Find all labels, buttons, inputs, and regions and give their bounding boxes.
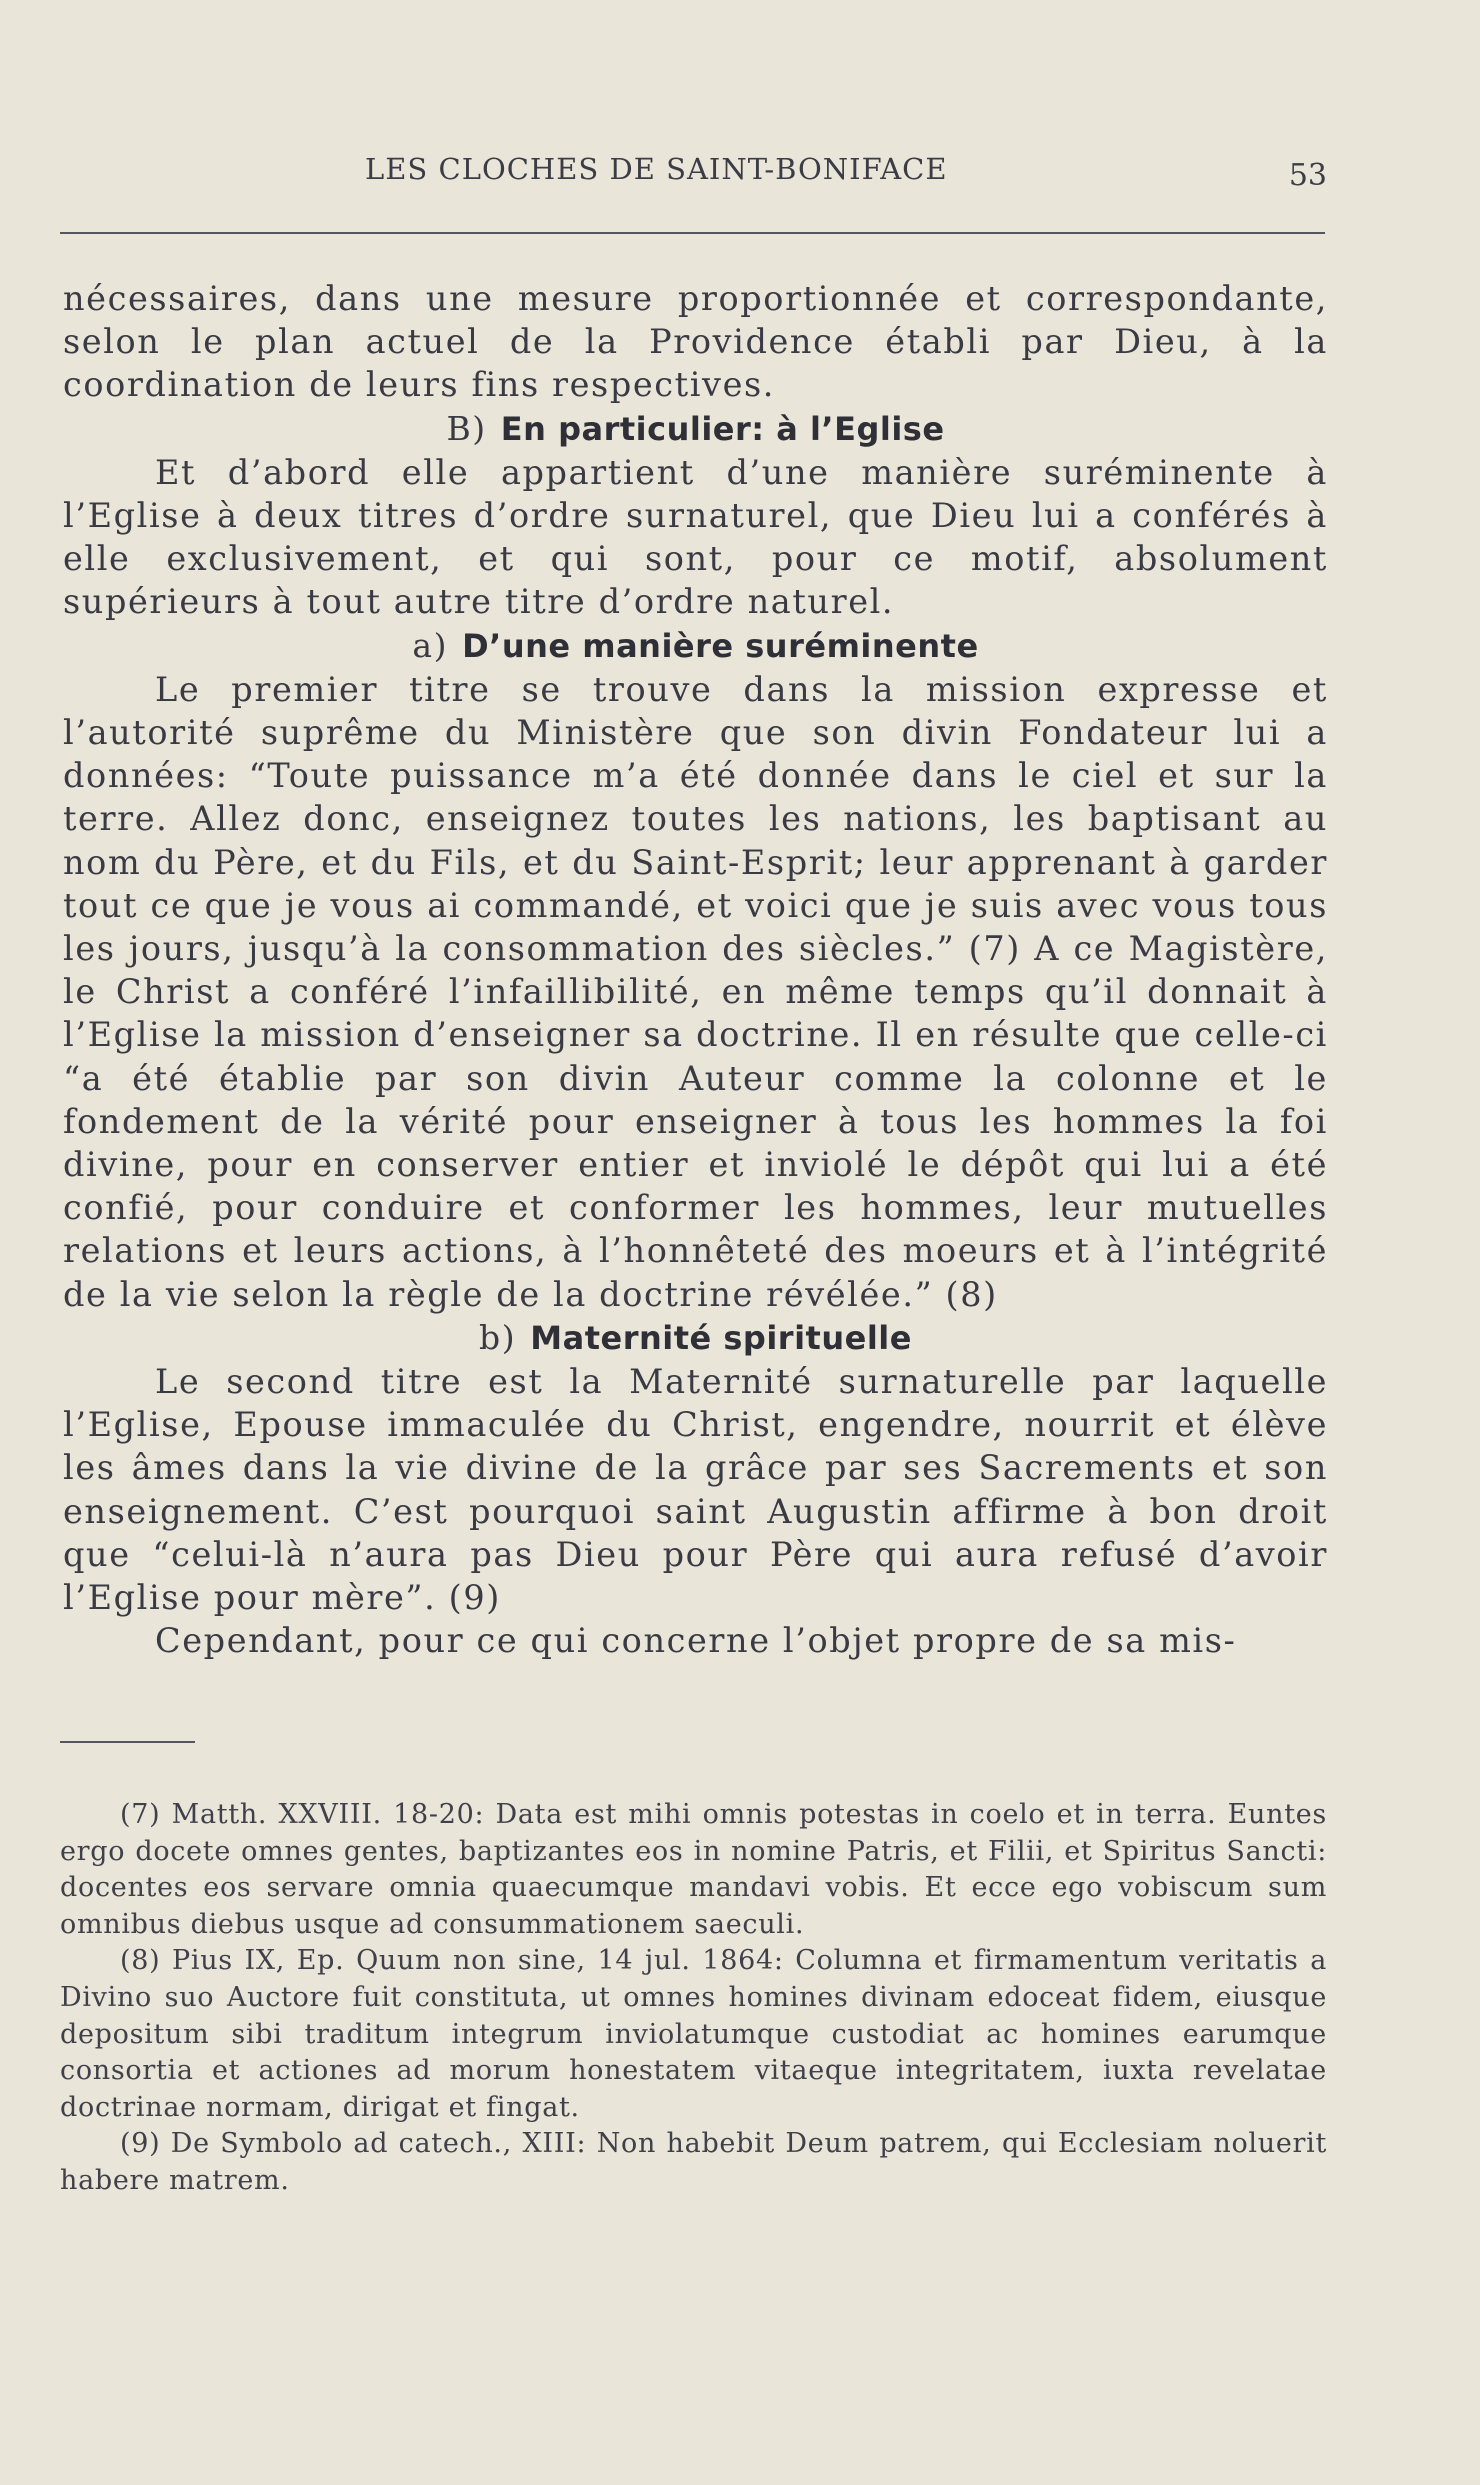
footnote-rule — [60, 1741, 195, 1743]
paragraph-2: Et d’abord elle appartient d’une manière suréminente à l’Eglise à deux titres d’ordre surnaturel, que Dieu lui a conférés à elle exclusivement, et qui sont, pour ce motif, absolument supérieurs à tout autre titre d’ordre naturel. — [63, 452, 1328, 622]
heading-title: D’une manière suréminente — [462, 626, 979, 665]
section-heading-b-lower — [63, 1316, 1328, 1360]
page-header — [60, 152, 1327, 202]
footnote-7: (7) Matth. XXVIII. 18-20: Data est mihi omnis potestas in coelo et in terra. Euntes ergo docete omnes gentes, baptizantes eos in nomine Patris, et Filii, et Spiritus Sancti: docentes eos servare omnia quaecumque mandavi vobis. Et ecce ego vobiscum sum omnibus diebus usque ad consummationem saeculi. — [60, 1799, 1327, 1940]
running-title: LES CLOCHES DE SAINT-BONIFACE — [365, 152, 948, 186]
paragraph-3: Le premier titre se trouve dans la mission expresse et l’autorité suprême du Ministère que son divin Fondateur lui a données: “Toute puissance m’a été donnée dans le ciel et sur la terre. Allez donc, enseignez toutes les nations, les baptisant au nom du Père, et du Fils, et du Saint-Esprit; leur apprenant à garder tout ce que je vous ai commandé, et voici que je suis avec vous tous les jours, jusqu’à la consommation des siècles.” (7) A ce Magistère, le Christ a conféré l’infaillibilité, en même temps qu’il donnait à l’Eglise la mission d’enseigner sa doctrine. Il en résulte que celle-ci “a été établie par son divin Auteur comme la colonne et le fondement de la vérité pour enseigner à tous les hommes la foi divine, pour en conserver entier et inviolé le dépôt qui lui a été confié, pour conduire et conformer les hommes, leur mutuelles relations et leurs actions, à l’honnêteté des moeurs et à l’intégrité de la vie selon la règle de la doctrine révélée.” (8) — [63, 669, 1328, 1314]
header-rule — [60, 232, 1325, 234]
section-heading-b — [63, 407, 1328, 451]
heading-marker: a) — [412, 625, 449, 665]
paragraph-4: Le second titre est la Maternité surnaturelle par laquelle l’Eglise, Epouse immaculée du Christ, engendre, nourrit et élève les âmes dans la vie divine de la grâce par ses Sacrements et son enseignement. C’est pourquoi saint Augustin affirme à bon droit que “celui-là n’aura pas Dieu pour Père qui aura refusé d’avoir l’Eglise pour mère”. (9) — [63, 1362, 1328, 1618]
section-heading-a — [63, 624, 1328, 668]
paragraph-5: Cependant, pour ce qui concerne l’objet propre de sa mis- — [155, 1621, 1237, 1661]
footnote-9: (9) De Symbolo ad catech., XIII: Non habebit Deum patrem, qui Ecclesiam noluerit habere matrem. — [60, 2128, 1327, 2196]
footnote-8: (8) Pius IX, Ep. Quum non sine, 14 jul. 1864: Columna et firmamentum veritatis a Divino suo Auctore fuit constituta, ut omnes homines divinam edoceat fidem, eiusque depositum sibi traditum integrum inviolatumque custodiat ac homines earumque consortia et actiones ad morum honestatem vitaeque integritatem, iuxta revelatae doctrinae normam, dirigat et fingat. — [60, 1945, 1327, 2123]
heading-title: En particulier: à l’Eglise — [500, 409, 945, 448]
body-text — [63, 277, 1328, 1663]
heading-marker: b) — [479, 1317, 517, 1357]
heading-title: Maternité spirituelle — [530, 1318, 912, 1357]
paragraph-1: nécessaires, dans une mesure proportionnée et correspondante, selon le plan actuel de la Providence établi par Dieu, à la coordination de leurs fins respectives. — [63, 279, 1328, 405]
heading-marker: B) — [446, 408, 487, 448]
page-number: 53 — [1288, 158, 1327, 193]
footnotes — [60, 1797, 1327, 2200]
